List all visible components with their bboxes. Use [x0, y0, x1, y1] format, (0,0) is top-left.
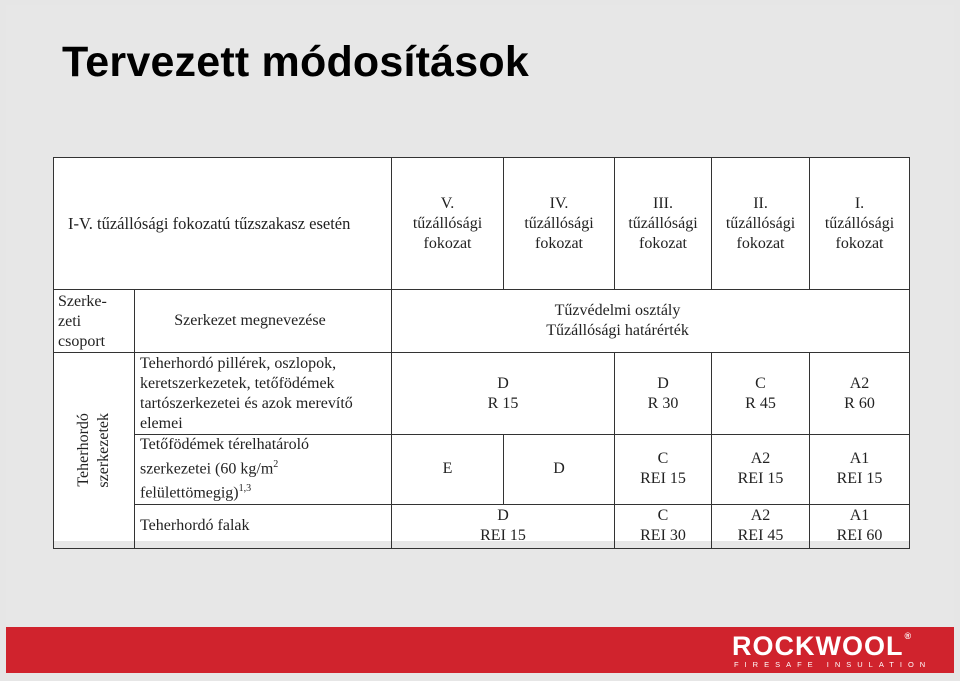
grade-iv-header: IV. tűzállósági fokozat [504, 158, 615, 290]
row-name-cell: Tetőfödémek térelhatároló szerkezetei (60 $kg/m^2$ felülettömegig)$^{1,3}$ [135, 435, 392, 505]
table-row [54, 435, 910, 505]
grade-ii-header: II. tűzállósági fokozat [712, 158, 810, 290]
footer-bar [6, 627, 954, 673]
row-name-cell: Teherhordó falak [135, 504, 392, 548]
v-iv-cell: D R 15 [392, 353, 615, 435]
table-row [54, 504, 910, 548]
row-name-cell: Teherhordó pillérek, oszlopok, keretszerkezetek, tetőfödémek tartószerkezetei és azok merevítő elemei [135, 353, 392, 435]
ii-cell: A2 REI 15 [712, 435, 810, 505]
grade-iii-header: III. tűzállósági fokozat [615, 158, 712, 290]
grade-i-header: I. tűzállósági fokozat [810, 158, 910, 290]
header-left-cell: I-V. tűzállósági fokozatú tűzszakasz esetén [54, 158, 392, 290]
ii-cell: C R 45 [712, 353, 810, 435]
ii-cell: A2 REI 45 [712, 504, 810, 548]
iii-cell: C REI 30 [615, 504, 712, 548]
subheader-row [54, 290, 910, 353]
group-label-cell: Teherhordó szerkezetek [54, 353, 135, 549]
group-header-cell: Szerke- zeti csoport [54, 290, 135, 353]
logo-wordmark: ROCKWOOL [732, 631, 904, 661]
logo-tagline: FIRESAFE INSULATION [734, 660, 932, 669]
iii-cell: D R 30 [615, 353, 712, 435]
table-row [54, 353, 910, 435]
class-header-cell: Tűzvédelmi osztály Tűzállósági határérték [392, 290, 910, 353]
i-cell: A2 R 60 [810, 353, 910, 435]
registered-mark: ® [904, 631, 913, 641]
fire-resistance-table [53, 157, 909, 545]
page-title: Tervezett módosítások [62, 38, 529, 86]
i-cell: A1 REI 60 [810, 504, 910, 548]
iii-cell: C REI 15 [615, 435, 712, 505]
v-cell: E [392, 435, 504, 505]
iv-cell: D [504, 435, 615, 505]
header-row [54, 158, 910, 290]
brand-logo [684, 627, 954, 673]
grade-v-header: V. tűzállósági fokozat [392, 158, 504, 290]
v-iv-cell: D REI 15 [392, 504, 615, 548]
i-cell: A1 REI 15 [810, 435, 910, 505]
name-header-cell: Szerkezet megnevezése [135, 290, 392, 353]
